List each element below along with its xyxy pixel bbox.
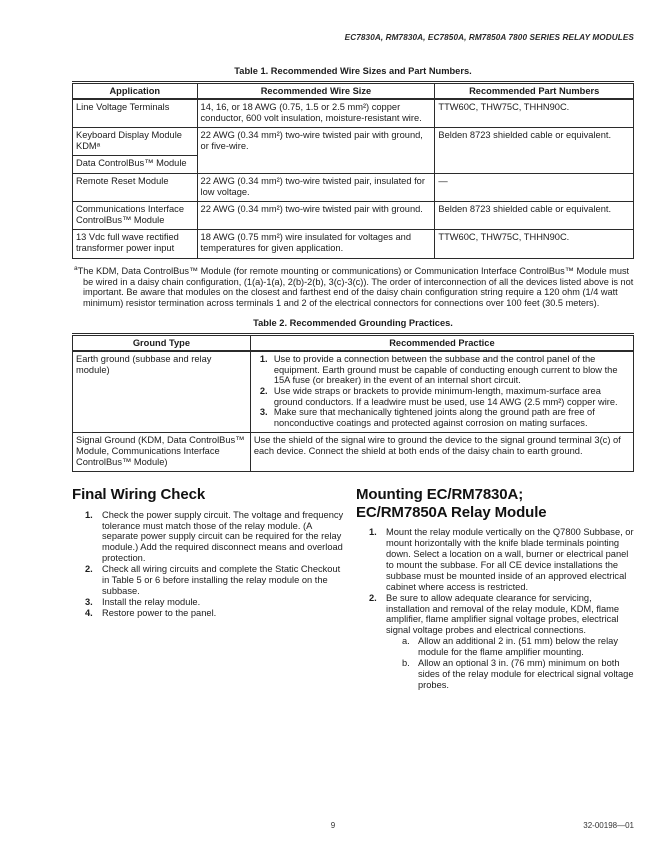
table1-col-wire-size: Recommended Wire Size: [197, 84, 435, 100]
practice-item-number: 2.: [259, 386, 268, 396]
wire-sizes-table: [72, 83, 634, 259]
table-row: [73, 128, 634, 156]
table-row: [73, 173, 634, 201]
part-numbers-cell: TTW60C, THW75C, THHN90C.: [435, 99, 634, 128]
table2-title: Table 2. Recommended Grounding Practices.: [253, 318, 453, 329]
mounting-heading-line1: Mounting EC/RM7830A;: [356, 486, 524, 504]
sub-list-item: [389, 658, 634, 691]
sub-list-item-letter: a.: [402, 636, 410, 647]
table-row: [73, 230, 634, 258]
ground-type-cell: Signal Ground (KDM, Data ControlBus™ Module, Communications Interface ControlBus™ Module): [73, 433, 251, 472]
wire-size-cell: 22 AWG (0.34 mm²) two-wire twisted pair with ground.: [197, 202, 435, 230]
list-item: [72, 510, 344, 565]
wire-size-cell: 18 AWG (0.75 mm²) wire insulated for voltages and temperatures for given application.: [197, 230, 435, 258]
final-wiring-check-section: [72, 486, 344, 691]
list-item-text: Restore power to the panel.: [102, 607, 217, 618]
sub-list-item-letter: b.: [402, 658, 410, 669]
list-item-text: Check the power supply circuit. The voltage and frequency tolerance must match those of the relay module. (A separate power supply circuit can be required for the relay module.) Add the required disconnect means and overload protection.: [102, 509, 344, 564]
list-item-text: Check all wiring circuits and complete the Static Checkout in Table 5 or 6 before installing the relay module on the subbase.: [102, 564, 341, 596]
table-row: [73, 433, 634, 472]
sub-list-item-text: Allow an additional 2 in. (51 mm) below the relay module for the flame amplifier mounting.: [418, 636, 618, 658]
list-item-number: 1.: [85, 509, 93, 520]
application-cell: 13 Vdc full wave rectified transformer power input: [73, 230, 198, 258]
table1-header-row: [73, 84, 634, 100]
list-item-number: 4.: [85, 607, 93, 618]
application-cell: Remote Reset Module: [73, 173, 198, 201]
page-footer: [0, 821, 666, 833]
table2-col-recommended-practice: Recommended Practice: [250, 336, 633, 352]
practice-cell: Use the shield of the signal wire to ground the device to the signal ground terminal 3(c) of each device. Connect the shield at both ends of the daisy chain to earth ground.: [250, 433, 633, 472]
ground-type-cell: Earth ground (subbase and relay module): [73, 351, 251, 433]
table2-header-row: [73, 336, 634, 352]
mounting-heading-line2: EC/RM7850A Relay Module: [356, 503, 547, 521]
practice-item-text: Make sure that mechanically tightened joints along the ground path are free of nonconductive coatings and protected against corrosion on mating surfaces.: [273, 407, 595, 428]
part-numbers-cell: Belden 8723 shielded cable or equivalent.: [435, 202, 634, 230]
footnote-marker: a: [74, 264, 78, 272]
practice-item: [254, 407, 629, 428]
part-numbers-cell: Belden 8723 shielded cable or equivalent.: [435, 128, 634, 174]
list-item-text: Mount the relay module vertically on the Q7800 Subbase, or mount horizontally with the knife blade terminals pointing down. Select a location on a wall, burner or electrical panel to mount the subbase. For all CE device installations the subbase must be mounted inside of an approved electrical cabinet where access is restricted.: [386, 527, 634, 592]
practice-item-number: 3.: [259, 407, 268, 418]
practice-cell: [250, 351, 633, 433]
table1-col-application: Application: [73, 84, 198, 100]
list-item: [72, 564, 344, 597]
wire-size-cell: 14, 16, or 18 AWG (0.75, 1.5 or 2.5 mm²) copper conductor, 600 volt insulation, moisture-resistant wire.: [197, 99, 435, 128]
practice-item: [254, 386, 629, 407]
practice-item-text: Use to provide a connection between the subbase and the control panel of the equipment. Earth ground must be capable of conducting enough current to blow the 15A fuse (or breaker) in the event of an internal short circuit.: [273, 354, 618, 386]
practice-item-number: 1.: [259, 354, 268, 365]
list-item: [356, 593, 634, 691]
list-item-text: Be sure to allow adequate clearance for servicing, installation and removal of the relay module, KDM, flame amplifier, flame amplifier signal voltage probes, electrical signal voltage probes and electrical connections.: [386, 592, 620, 636]
footnote-text: The KDM, Data ControlBus™ Module (for remote mounting or communications) or Communication Interface ControlBus™ Module must be wired in a daisy chain configuration, (1(a)-1(a), 2(b)-2(b), 3(c)-3(c)). The order of interconnection of all the devices listed above is not important. Be aware that modules on the closest and farthest end of the daisy chain configuration string require a 120 ohm (1/4 watt minimum) resistor termination across terminals 1 and 2 of the electrical connectors for connections over 100 feet (30.5 meters).: [77, 265, 634, 309]
practice-item-text: Use wide straps or brackets to provide minimum-length, maximum-surface area ground conductors. If a leadwire must be used, use 14 AWG (2.5 mm²) copper wire.: [273, 386, 618, 407]
sub-list-item: [389, 636, 634, 658]
practice-item: [254, 354, 629, 386]
mounting-section: [356, 486, 634, 691]
grounding-practices-table: [72, 335, 634, 472]
sub-list-item-text: Allow an optional 3 in. (76 mm) minimum on both sides of the relay module for electrical signal voltage probes.: [418, 658, 634, 690]
table-row: [73, 202, 634, 230]
application-cell: Data ControlBus™ Module: [73, 156, 198, 174]
page-content: [72, 0, 634, 691]
wire-size-cell: 22 AWG (0.34 mm²) two-wire twisted pair with ground, or five-wire.: [197, 128, 435, 174]
list-item-number: 3.: [85, 596, 93, 607]
table1-top-rule: [72, 81, 634, 82]
table-row: [73, 99, 634, 128]
list-item-body: [386, 593, 634, 691]
part-numbers-cell: —: [435, 173, 634, 201]
document-number: 32-00198—01: [583, 821, 634, 830]
two-column-section: [72, 486, 634, 691]
document-header-title: EC7830A, RM7830A, EC7850A, RM7850A 7800 SERIES RELAY MODULES: [344, 33, 634, 42]
application-cell: Communications Interface ControlBus™ Module: [73, 202, 198, 230]
table1-footnote: [72, 264, 634, 310]
mounting-heading: [356, 486, 634, 521]
table2-top-rule: [72, 333, 634, 334]
table1-col-part-numbers: Recommended Part Numbers: [435, 84, 634, 100]
list-item: [72, 608, 344, 619]
list-item-number: 2.: [85, 564, 93, 575]
page-number: 9: [330, 821, 336, 830]
list-item: [72, 597, 344, 608]
table-row: [73, 351, 634, 433]
list-item-text: Install the relay module.: [102, 596, 201, 607]
table1-title: Table 1. Recommended Wire Sizes and Part Numbers.: [234, 66, 472, 76]
table2-col-ground-type: Ground Type: [73, 336, 251, 352]
application-cell: Line Voltage Terminals: [73, 99, 198, 128]
list-item: [356, 527, 634, 592]
part-numbers-cell: TTW60C, THW75C, THHN90C.: [435, 230, 634, 258]
wire-size-cell: 22 AWG (0.34 mm²) two-wire twisted pair, insulated for low voltage.: [197, 173, 435, 201]
list-item-number: 2.: [369, 592, 377, 603]
final-wiring-check-heading: Final Wiring Check: [72, 486, 206, 504]
list-item-number: 1.: [369, 527, 377, 538]
application-cell: Keyboard Display Module KDMᵃ: [73, 128, 198, 156]
